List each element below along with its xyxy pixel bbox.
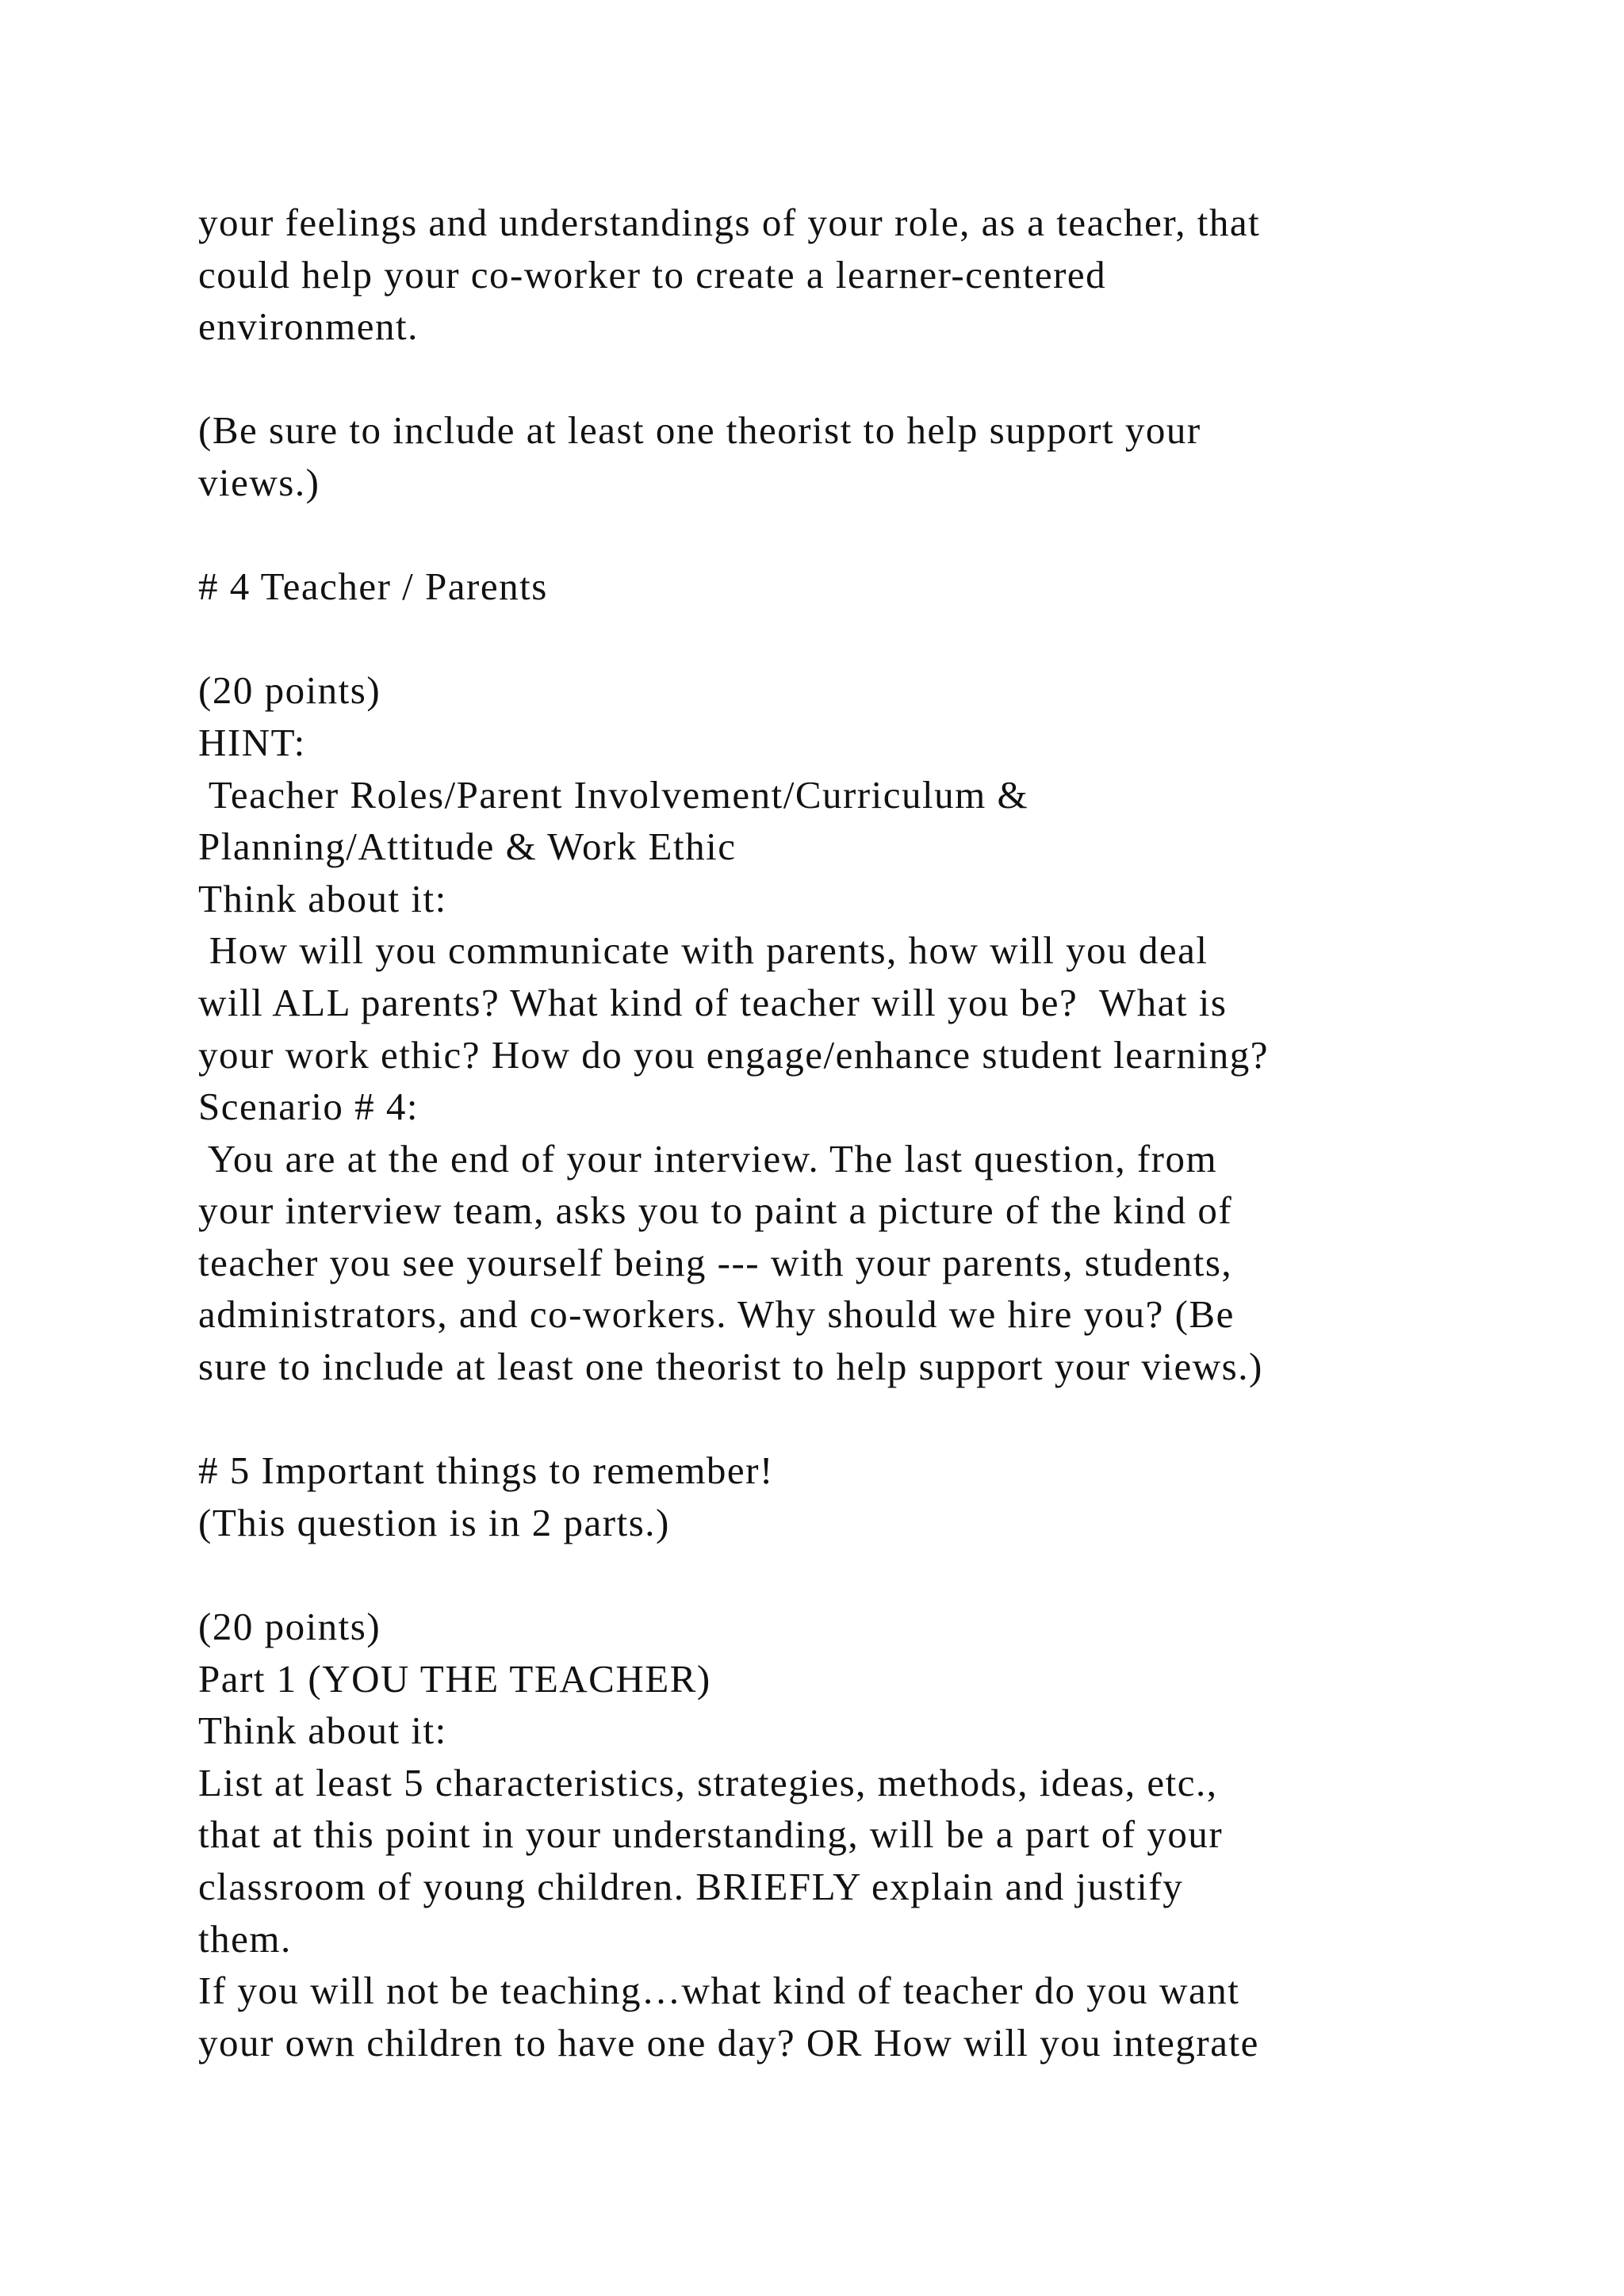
blank-line	[198, 509, 1594, 561]
text-line: (20 points)	[198, 1605, 381, 1649]
text-line: your feelings and understandings of your role, as a teacher, that	[198, 201, 1261, 244]
text-line: Teacher Roles/Parent Involvement/Curriculum &	[198, 772, 1029, 817]
text-line: Think about it:	[198, 1709, 447, 1753]
text-line: Think about it:	[198, 876, 447, 920]
text-line: (This question is in 2 parts.)	[198, 1500, 670, 1544]
text-line: List at least 5 characteristics, strategies, methods, ideas, etc.,	[198, 1760, 1218, 1804]
text-line: If you will not be teaching…what kind of teacher do you want	[198, 1969, 1240, 2013]
text-line: How will you communicate with parents, how will you deal	[198, 928, 1208, 973]
text-line: HINT:	[198, 720, 306, 764]
text-line: that at this point in your understanding, will be a part of your	[198, 1812, 1224, 1857]
section-heading: # 5 Important things to remember!	[198, 1448, 774, 1493]
text-line: Part 1 (YOU THE TEACHER)	[198, 1656, 711, 1701]
text-line: your interview team, asks you to paint a picture of the kind of	[198, 1188, 1233, 1233]
blank-line	[198, 613, 1594, 665]
text-line: administrators, and co-workers. Why should we hire you? (Be	[198, 1292, 1235, 1337]
text-line: (Be sure to include at least one theorist to help support your	[198, 408, 1201, 453]
section-heading: # 4 Teacher / Parents	[198, 564, 548, 609]
blank-line	[198, 1393, 1594, 1445]
text-line: Planning/Attitude & Work Ethic	[198, 825, 737, 869]
text-line: You are at the end of your interview. The last question, from	[198, 1136, 1218, 1181]
text-line: classroom of young children. BRIEFLY explain and justify	[198, 1865, 1184, 1908]
text-line: your own children to have one day? OR How will you integrate	[198, 2020, 1259, 2064]
text-line: views.)	[198, 460, 320, 504]
text-line: environment.	[198, 304, 419, 349]
text-line: Scenario # 4:	[198, 1085, 419, 1129]
text-line: teacher you see yourself being --- with your parents, students,	[198, 1240, 1233, 1284]
blank-line	[198, 1548, 1594, 1601]
text-line: (20 points)	[198, 668, 381, 713]
document-body	[198, 197, 1594, 2068]
text-line: will ALL parents? What kind of teacher will you be? What is	[198, 980, 1228, 1024]
blank-line	[198, 353, 1594, 405]
text-line: sure to include at least one theorist to help support your views.)	[198, 1345, 1263, 1389]
text-line: your work ethic? How do you engage/enhance student learning?	[198, 1032, 1269, 1077]
text-line: could help your co-worker to create a learner-centered	[198, 252, 1107, 297]
text-line: them.	[198, 1916, 292, 1961]
